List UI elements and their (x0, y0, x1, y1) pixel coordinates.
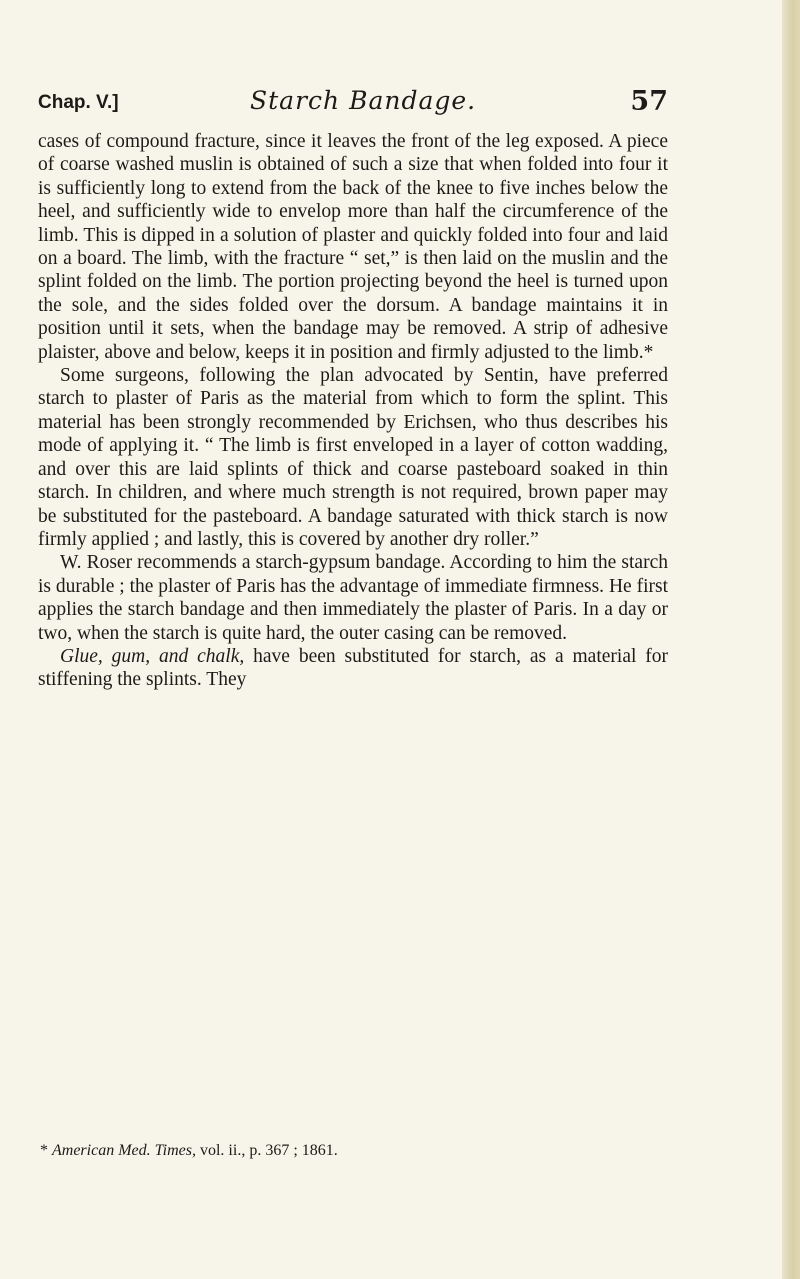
page-edge-shadow (782, 0, 800, 1279)
chapter-label: Chap. V.] (38, 92, 119, 113)
footnote-source: American Med. Times, (52, 1142, 196, 1159)
footnote-details: vol. ii., p. 367 ; 1861. (195, 1142, 338, 1159)
running-title: Starch Bandage. (250, 86, 477, 115)
paragraph-4-text: have been substituted for starch, as a material for stiffening the splints. They (38, 645, 669, 691)
footnote (40, 1141, 670, 1160)
paragraph-4 (38, 645, 668, 692)
paragraph-2: Some surgeons, following the plan advocated by Sentin, have preferred starch to plaster of Paris as the material from which to form the splint. This material has been strongly recommended by Erichsen, who thus describes his mode of applying it. “ The limb is first enveloped in a layer of cotton wadding, and over this are laid splints of thick and coarse pasteboard soaked in thin starch. In children, and where much strength is not required, brown paper may be substituted for the pasteboard. A bandage saturated with thick starch is now firmly applied ; and lastly, this is covered by another dry roller.” (38, 365, 668, 550)
page-number: 57 (630, 86, 668, 117)
paragraph-1: cases of compound fracture, since it leaves the front of the leg exposed. A piece of coarse washed muslin is obtained of such a size that when folded into four it is sufficiently long to extend from the back of the knee to five inches below the heel, and sufficiently wide to envelop more than half the circumference of the limb. This is dipped in a solution of plaster and quickly folded into four and laid on a board. The limb, with the fracture “ set,” is then laid on the muslin and the splint folded on the limb. The portion projecting beyond the heel is turned upon the sole, and the sides folded over the dorsum. A bandage maintains it in position until it sets, when the bandage may be removed. A strip of adhesive plaister, above and below, keeps it in position and firmly adjusted to the limb.* (38, 131, 668, 363)
footnote-marker: * (40, 1142, 52, 1159)
running-header (38, 86, 668, 126)
paragraph-3: W. Roser recommends a starch-gypsum bandage. According to him the starch is durable ; the plaster of Paris has the advantage of immediate firmness. He first applies the starch bandage and then immediately the plaster of Paris. In a day or two, when the starch is quite hard, the outer casing can be removed. (38, 552, 668, 644)
body-text (38, 130, 668, 692)
paragraph-4-italic-lead: Glue, gum, and chalk, (60, 645, 245, 667)
